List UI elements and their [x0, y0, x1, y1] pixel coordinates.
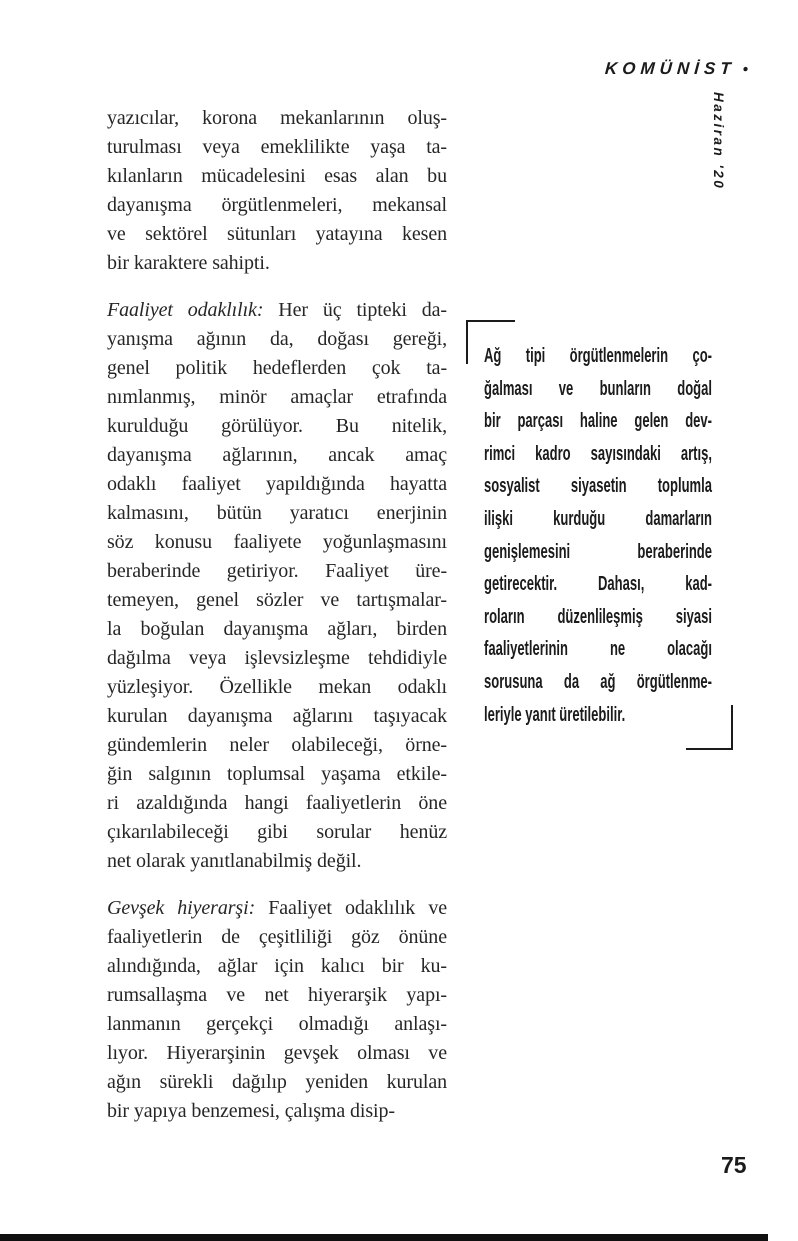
text-line: kurulduğu görülüyor. Bu nitelik, [107, 415, 447, 437]
text-line: söz konusu faaliyete yoğunlaşmasını [107, 531, 447, 553]
paragraph-gevsek-hiyerarsi [107, 894, 447, 1126]
paragraph-intro [107, 104, 447, 278]
text-line: genel politik hedeflerden çok ta- [107, 357, 447, 379]
text-line: alındığında, ağlar için kalıcı bir ku- [107, 955, 447, 977]
pull-quote-line: leriyle yanıt üretilebilir. [484, 703, 626, 726]
pull-quote-line: sosyalist siyasetin toplumla [484, 475, 712, 498]
pull-quote-text [484, 340, 712, 731]
masthead [604, 59, 748, 79]
bullet-icon: • [742, 60, 749, 78]
pull-quote-line: ğalması ve bunların doğal [484, 377, 712, 400]
text-line: dayanışma ağlarının, ancak amaç [107, 444, 447, 466]
text-line: la boğulan dayanışma ağları, birden [107, 618, 447, 640]
text-line: beraberinde getiriyor. Faaliyet üre- [107, 560, 447, 582]
text-line: dayanışma örgütlenmeleri, mekansal [107, 194, 447, 216]
text-line: turulması veya emeklilikte yaşa ta- [107, 136, 447, 158]
text-line: kalmasını, bütün yaratıcı enerjinin [107, 502, 447, 524]
text-line: yanışma ağının da, doğası gereği, [107, 328, 447, 350]
text-line: nımlanmış, minör amaçlar etrafında [107, 386, 447, 408]
text-line: lanmanın gerçekçi olmadığı anlaşı- [107, 1013, 447, 1035]
pull-quote-line: roların düzenlileşmiş siyasi [484, 605, 712, 628]
text-line: kurulan dayanışma ağlarını taşıyacak [107, 705, 447, 727]
article-column [107, 104, 447, 1126]
text-line: lıyor. Hiyerarşinin gevşek olması ve [107, 1042, 447, 1064]
text-line: ağın sürekli dağılıp yeniden kurulan [107, 1071, 447, 1093]
text-line: kılanların mücadelesini esas alan bu [107, 165, 447, 187]
text-line: ri azaldığında hangi faaliyetlerin öne [107, 792, 447, 814]
text-line: odaklı faaliyet yapıldığında hayatta [107, 473, 447, 495]
text-line: gündemlerin neler olabileceği, örne- [107, 734, 447, 756]
paragraph-faaliyet-odaklilik [107, 296, 447, 876]
text-line: çıkarılabileceği gibi sorular henüz [107, 821, 447, 843]
pull-quote-line: Ağ tipi örgütlenmelerin ço- [484, 345, 712, 367]
text-line: faaliyetlerin de çeşitliliği göz önüne [107, 926, 447, 948]
text-line: dağılma veya işlevsizleşme tehdidiyle [107, 647, 447, 669]
pull-quote-line: bir parçası haline gelen dev- [484, 410, 712, 433]
issue-date-vertical: Haziran '20 [711, 92, 726, 191]
page-number: 75 [721, 1152, 747, 1178]
text-line: bir yapıya benzemesi, çalışma disip- [107, 1100, 395, 1122]
text-line: net olarak yanıtlanabilmiş değil. [107, 850, 362, 872]
text-line: ve sektörel sütunları yatayına kesen [107, 223, 447, 245]
footer-rule [0, 1234, 768, 1241]
pull-quote-line: rimci kadro sayısındaki artış, [484, 442, 712, 465]
text-line: yüzleşiyor. Özellikle mekan odaklı [107, 676, 447, 698]
text-line: ğin salgının toplumsal yaşama etkile- [107, 763, 447, 785]
text-line: yazıcılar, korona mekanlarının oluş- [107, 107, 447, 129]
text-line: temeyen, genel sözler ve tartışmalar- [107, 589, 447, 611]
pull-quote-line: genişlemesini beraberinde [484, 540, 712, 563]
pull-quote-line: sorusuna da ağ örgütlenme- [484, 670, 712, 693]
pull-quote [484, 340, 712, 731]
pull-quote-line: faaliyetlerinin ne olacağı [484, 638, 712, 661]
text-line: Gevşek hiyerarşi: Faaliyet odaklılık ve [107, 897, 447, 919]
text-line: rumsallaşma ve net hiyerarşik yapı- [107, 984, 447, 1006]
pull-quote-line: getirecektir. Dahası, kad- [484, 573, 712, 596]
text-line: Faaliyet odaklılık: Her üç tipteki da- [107, 299, 447, 321]
pull-quote-line: ilişki kurduğu damarların [484, 507, 712, 530]
text-line: bir karaktere sahipti. [107, 252, 270, 274]
magazine-title: KOMÜNİST [604, 59, 737, 78]
